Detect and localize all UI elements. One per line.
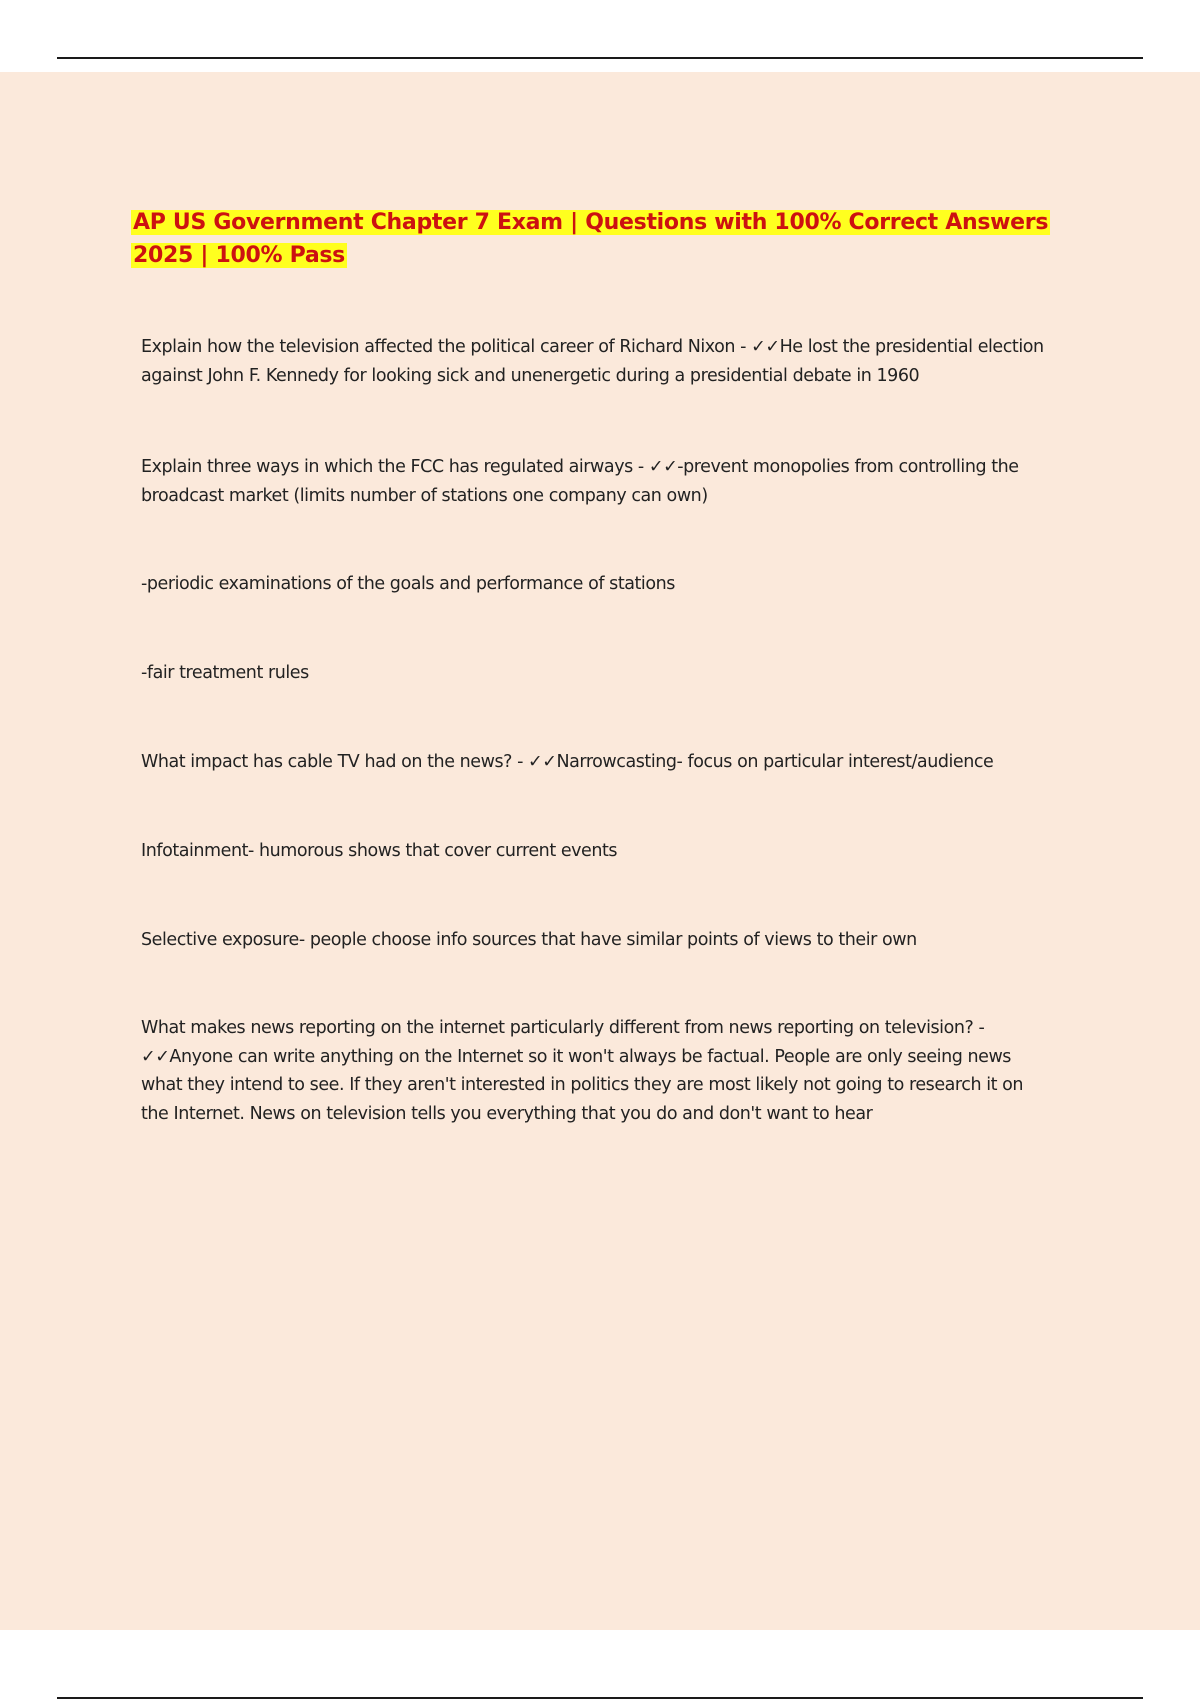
paragraph-cable-tv-impact: What impact has cable TV had on the news? - ✓✓Narrowcasting- focus on particular interest/audience <box>141 752 994 772</box>
paragraph-infotainment: Infotainment- humorous shows that cover current events <box>141 841 618 861</box>
paragraph-selective-exposure: Selective exposure- people choose info sources that have similar points of views to their own <box>141 930 917 950</box>
paragraph-internet-news: What makes news reporting on the internet particularly different from news reporting on television? - ✓✓Anyone can write anything on the Internet so it won't always be factual. People are only seeing news what they intend to see. If they aren't interested in politics they are most likely not going to research it on the Internet. News on television tells you everything that you do and don't want to hear <box>141 1018 1024 1124</box>
bottom-rule <box>57 1697 1143 1699</box>
paragraph-fcc-regulation: Explain three ways in which the FCC has regulated airways - ✓✓-prevent monopolies from controlling the broadcast market (limits number of stations one company can own) <box>141 457 1019 506</box>
paragraph-nixon-television: Explain how the television affected the political career of Richard Nixon - ✓✓He lost the presidential election against John F. Kennedy for looking sick and unenergetic during a presidential debate in 1960 <box>141 337 1044 386</box>
document-title-text: AP US Government Chapter 7 Exam | Questions with 100% Correct Answers 2025 | 100% Pass <box>133 210 1049 268</box>
document-title <box>131 206 1071 272</box>
paragraph-periodic-examinations: -periodic examinations of the goals and performance of stations <box>141 574 675 594</box>
paragraph-fair-treatment: -fair treatment rules <box>141 663 309 683</box>
top-rule <box>57 57 1143 59</box>
